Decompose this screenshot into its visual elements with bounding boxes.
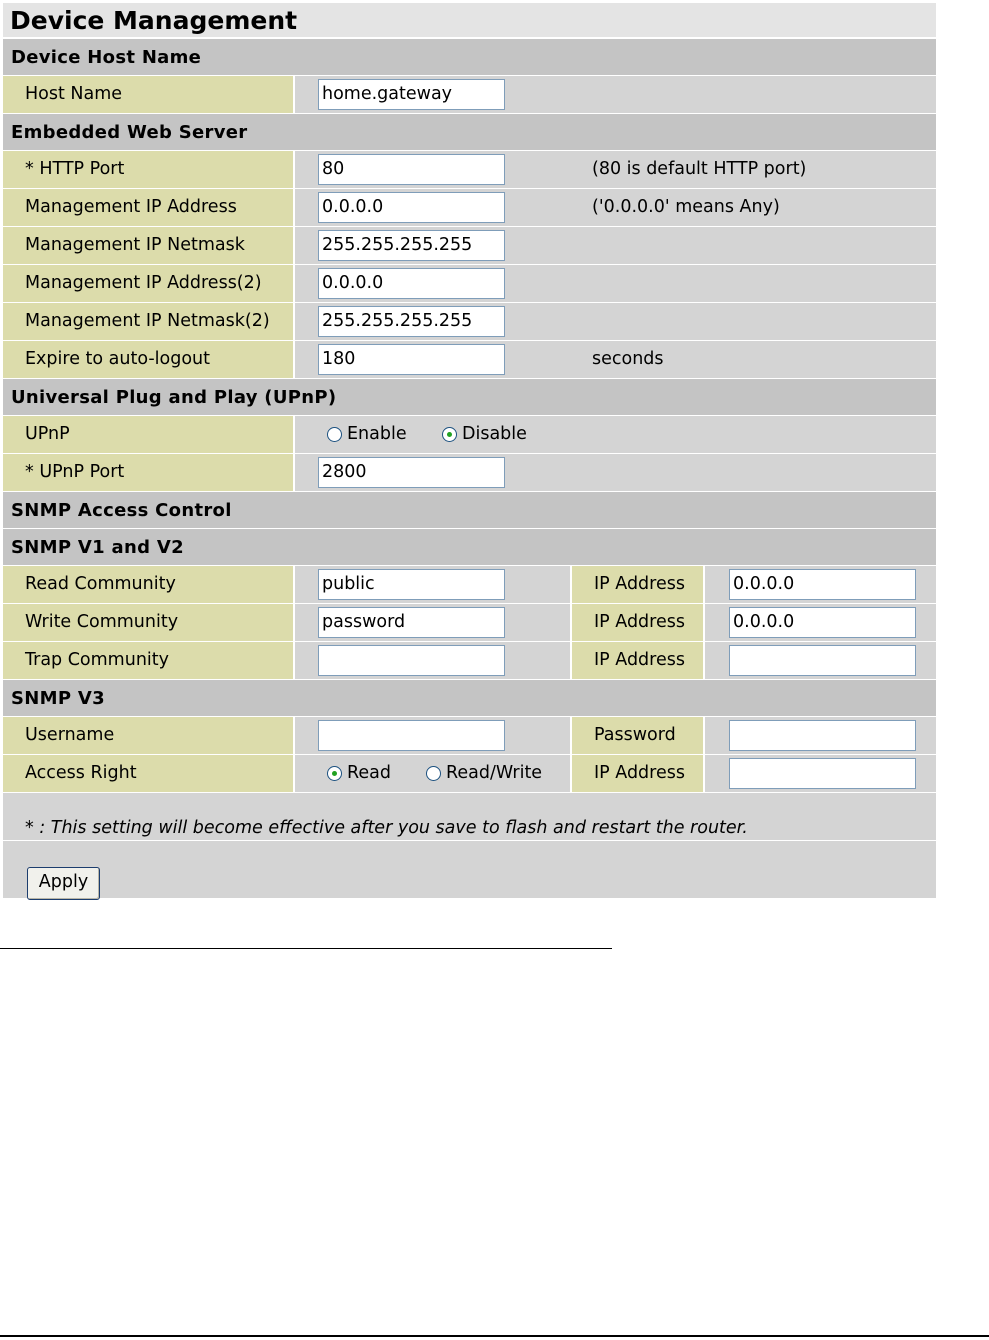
- access-ip-label: IP Address: [570, 755, 705, 792]
- row-upnp-port: [3, 454, 936, 492]
- expire-logout-unit: seconds: [570, 341, 936, 378]
- row-mgmt-netmask-2: [3, 303, 936, 341]
- upnp-port-label: * UPnP Port: [3, 454, 295, 491]
- http-port-label: * HTTP Port: [3, 151, 295, 188]
- access-read-radio[interactable]: [327, 755, 391, 792]
- footnote: * : This setting will become effective after you save to flash and restart the router.: [3, 793, 936, 841]
- write-community-label: Write Community: [3, 604, 295, 641]
- expire-logout-label: Expire to auto-logout: [3, 341, 295, 378]
- section-snmp-v3: SNMP V3: [3, 680, 936, 717]
- host-name-input[interactable]: home.gateway: [318, 79, 505, 110]
- section-embedded-web-server: Embedded Web Server: [3, 114, 936, 151]
- section-snmp-v1-v2: SNMP V1 and V2: [3, 529, 936, 566]
- trap-community-input[interactable]: [318, 645, 505, 676]
- row-mgmt-ip-2: [3, 265, 936, 303]
- write-ip-input[interactable]: 0.0.0.0: [729, 607, 916, 638]
- read-ip-label: IP Address: [570, 566, 705, 603]
- page-title: Device Management: [3, 3, 936, 39]
- row-http-port: [3, 151, 936, 189]
- access-readwrite-label: Read/Write: [446, 763, 543, 783]
- upnp-disable-radio[interactable]: [442, 416, 527, 453]
- read-ip-input[interactable]: 0.0.0.0: [729, 569, 916, 600]
- horizontal-rule: [0, 948, 612, 949]
- row-upnp: [3, 416, 936, 454]
- trap-community-label: Trap Community: [3, 642, 295, 679]
- read-community-input[interactable]: public: [318, 569, 505, 600]
- mgmt-ip-input[interactable]: 0.0.0.0: [318, 192, 505, 223]
- trap-ip-input[interactable]: [729, 645, 916, 676]
- mgmt-netmask-2-label: Management IP Netmask(2): [3, 303, 295, 340]
- section-device-host-name: Device Host Name: [3, 39, 936, 76]
- mgmt-netmask-input[interactable]: 255.255.255.255: [318, 230, 505, 261]
- section-upnp: Universal Plug and Play (UPnP): [3, 379, 936, 416]
- apply-button[interactable]: Apply: [27, 867, 100, 900]
- row-read-community: [3, 566, 936, 604]
- radio-off-icon: [327, 427, 342, 442]
- upnp-enable-label: Enable: [347, 424, 407, 444]
- upnp-label: UPnP: [3, 416, 295, 453]
- http-port-note: (80 is default HTTP port): [570, 151, 936, 188]
- upnp-port-input[interactable]: 2800: [318, 457, 505, 488]
- mgmt-netmask-2-input[interactable]: 255.255.255.255: [318, 306, 505, 337]
- radio-on-icon: [442, 427, 457, 442]
- radio-off-icon: [426, 766, 441, 781]
- write-community-input[interactable]: password: [318, 607, 505, 638]
- mgmt-ip-2-label: Management IP Address(2): [3, 265, 295, 302]
- upnp-enable-radio[interactable]: [327, 416, 407, 453]
- expire-logout-input[interactable]: 180: [318, 344, 505, 375]
- trap-ip-label: IP Address: [570, 642, 705, 679]
- http-port-input[interactable]: 80: [318, 154, 505, 185]
- mgmt-ip-note: ('0.0.0.0' means Any): [570, 189, 936, 226]
- password-label: Password: [570, 717, 705, 754]
- access-ip-input[interactable]: [729, 758, 916, 789]
- write-ip-label: IP Address: [570, 604, 705, 641]
- upnp-disable-label: Disable: [462, 424, 527, 444]
- row-expire-logout: [3, 341, 936, 379]
- host-name-label: Host Name: [3, 76, 295, 113]
- mgmt-netmask-label: Management IP Netmask: [3, 227, 295, 264]
- access-read-label: Read: [347, 763, 391, 783]
- mgmt-ip-label: Management IP Address: [3, 189, 295, 226]
- row-host-name: [3, 76, 936, 114]
- mgmt-ip-2-input[interactable]: 0.0.0.0: [318, 268, 505, 299]
- read-community-label: Read Community: [3, 566, 295, 603]
- radio-on-icon: [327, 766, 342, 781]
- device-management-panel: [3, 3, 936, 898]
- row-access-right: [3, 755, 936, 793]
- row-trap-community: [3, 642, 936, 680]
- username-input[interactable]: [318, 720, 505, 751]
- access-right-label: Access Right: [3, 755, 295, 792]
- section-snmp-access-control: SNMP Access Control: [3, 492, 936, 529]
- row-mgmt-ip: [3, 189, 936, 227]
- apply-row: [3, 841, 936, 898]
- row-write-community: [3, 604, 936, 642]
- password-input[interactable]: [729, 720, 916, 751]
- row-username: [3, 717, 936, 755]
- page-bottom-rule: [0, 1335, 989, 1337]
- row-mgmt-netmask: [3, 227, 936, 265]
- username-label: Username: [3, 717, 295, 754]
- access-readwrite-radio[interactable]: [426, 755, 542, 792]
